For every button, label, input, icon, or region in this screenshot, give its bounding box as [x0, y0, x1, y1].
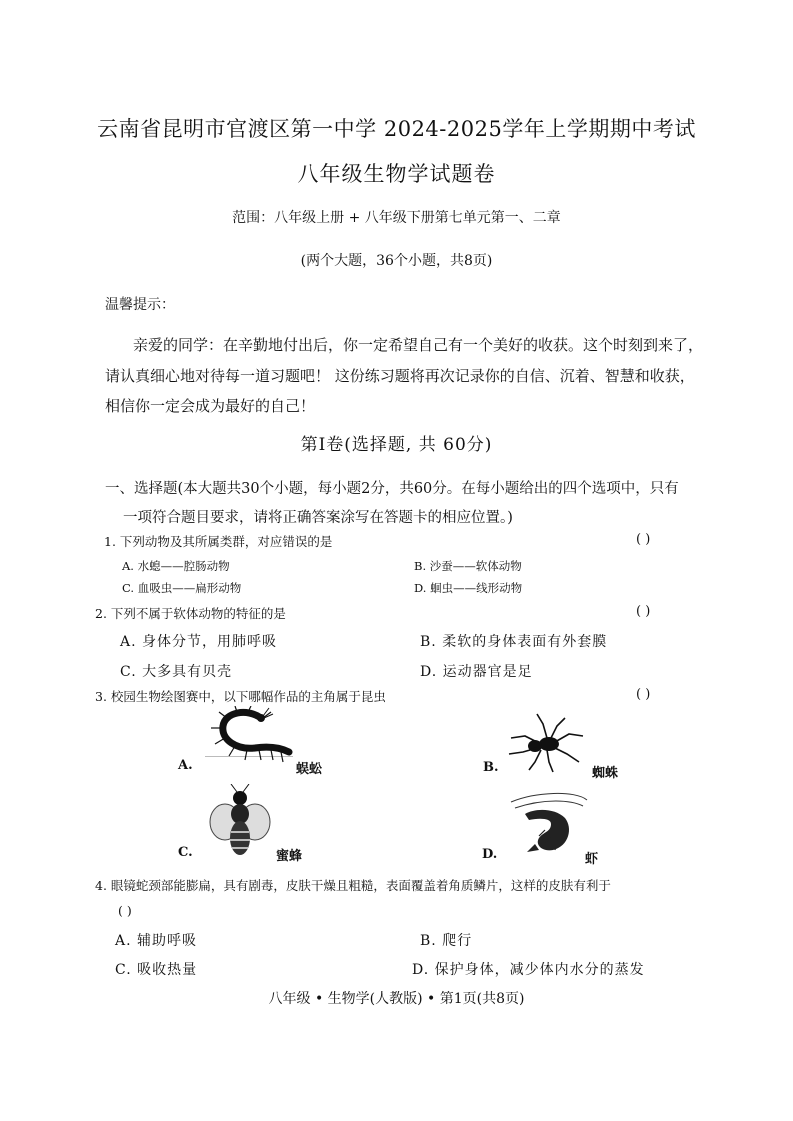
question-1-option-d: D. 蛔虫——线形动物: [414, 581, 523, 595]
question-1-option-c: C. 血吸虫——扁形动物: [122, 581, 242, 595]
section-intro-1: 一、选择题(本大题共30个小题，每小题2分，共60分。在每小题给出的四个选项中，只有: [105, 481, 679, 497]
question-3-answer-paren: ( ): [636, 687, 651, 702]
question-3-stem: 3. 校园生物绘图赛中，以下哪幅作品的主角属于昆虫: [95, 689, 386, 704]
tips-line-2: 请认真细心地对待每一道习题吧！ 这份练习题将再次记录你的自信、沉着、智慧和收获，: [105, 367, 695, 385]
question-4-option-d: D. 保护身体，减少体内水分的蒸发: [412, 962, 645, 978]
question-4-stem: 4. 眼镜蛇颈部能膨扁，具有剧毒，皮肤干燥且粗糙，表面覆盖着角质鳞片，这样的皮肤有利于: [95, 878, 611, 893]
question-2-option-d: D. 运动器官是足: [420, 664, 533, 680]
exam-scope: 范围：八年级上册 + 八年级下册第七单元第一、二章: [232, 210, 561, 226]
question-2-option-c: C. 大多具有贝壳: [120, 664, 233, 680]
figure-c-letter: C.: [178, 845, 193, 860]
exam-count: (两个大题，36个小题，共8页): [300, 253, 493, 269]
figure-d-letter: D.: [482, 847, 498, 862]
tips-line-3: 相信你一定会成为最好的自己！: [105, 397, 316, 415]
question-1-option-a: A. 水螅——腔肠动物: [122, 559, 230, 573]
question-2-option-a: A. 身体分节，用肺呼吸: [120, 634, 278, 650]
figure-d-name: 虾: [585, 852, 599, 867]
question-4-option-c: C. 吸收热量: [115, 962, 198, 978]
figure-c-name: 蜜蜂: [276, 849, 303, 864]
section-title: 第Ⅰ卷(选择题, 共 60分): [300, 435, 493, 455]
question-1-stem: 1. 下列动物及其所属类群，对应错误的是: [104, 534, 333, 549]
centipede-icon: [203, 706, 295, 770]
spider-icon: [507, 710, 587, 776]
question-1-answer-paren: ( ): [636, 532, 651, 547]
section-intro-2: 一项符合题目要求，请将正确答案涂写在答题卡的相应位置。): [123, 510, 513, 526]
figure-a-letter: A.: [178, 758, 193, 773]
question-1-option-b: B. 沙蚕——软体动物: [414, 559, 522, 573]
figure-b-name: 蜘蛛: [592, 766, 619, 781]
question-2-stem: 2. 下列不属于软体动物的特征的是: [95, 606, 286, 621]
exam-subtitle: 八年级生物学试题卷: [297, 162, 496, 186]
question-2-option-b: B. 柔软的身体表面有外套膜: [420, 634, 608, 650]
question-4-option-a: A. 辅助呼吸: [115, 933, 198, 949]
question-2-answer-paren: ( ): [636, 604, 651, 619]
bee-icon: [205, 784, 275, 860]
question-4-option-b: B. 爬行: [420, 933, 473, 949]
exam-title: 云南省昆明市官渡区第一中学 2024-2025学年上学期期中考试: [97, 117, 696, 141]
shrimp-icon: [505, 790, 590, 860]
figure-b-letter: B.: [483, 760, 499, 775]
question-4-answer-paren: ( ): [118, 903, 132, 918]
tips-label: 温馨提示：: [105, 297, 175, 313]
page-footer: 八年级 • 生物学(人教版) • 第1页(共8页): [268, 991, 525, 1007]
figure-a-name: 蜈蚣: [296, 762, 323, 777]
tips-line-1: 亲爱的同学：在辛勤地付出后，你一定希望自己有一个美好的收获。这个时刻到来了，: [133, 336, 704, 354]
